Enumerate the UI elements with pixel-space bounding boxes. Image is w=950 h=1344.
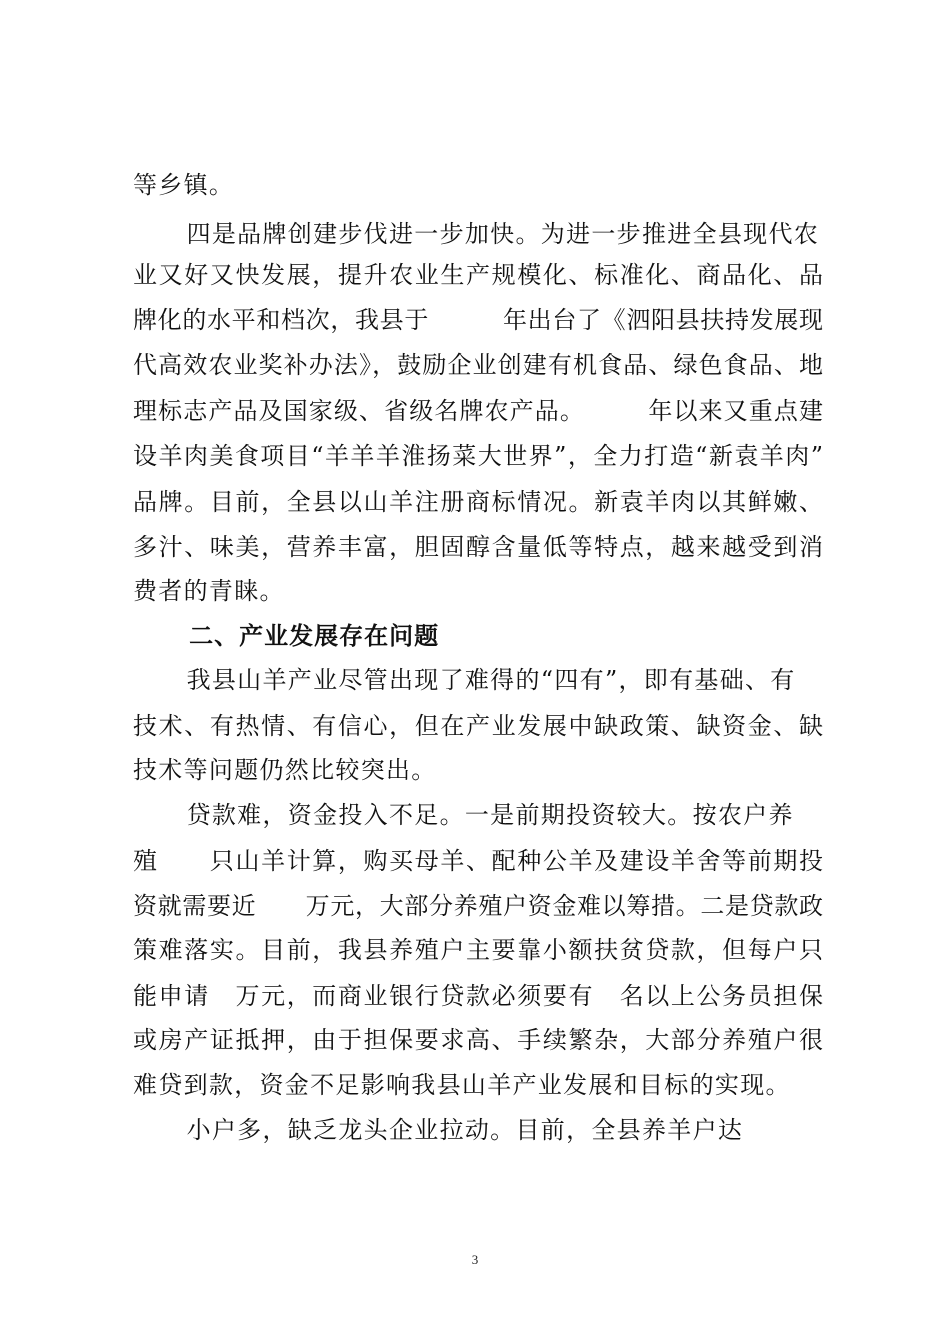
paragraph-loan-line-7: 难贷到款，资金不足影响我县山羊产业发展和目标的实现。 [133,1071,791,1099]
paragraph-loan-line-1: 贷款难，资金投入不足。一是前期投资较大。按农户养 [133,801,794,829]
paragraph-issues-line-1: 我县山羊产业尽管出现了难得的“四有”，即有基础、有 [133,666,796,694]
paragraph-brand-line-9: 费者的青睐。 [133,577,285,605]
paragraph-smallholder-line-1: 小户多，缺乏龙头企业拉动。目前，全县养羊户达 [133,1116,744,1144]
section-heading: 二、产业发展存在问题 [133,622,440,650]
paragraph-issues-line-3: 技术等问题仍然比较突出。 [133,756,437,784]
paragraph-brand-line-4: 代高效农业奖补办法》，鼓励企业创建有机食品、绿色食品、地 [133,351,823,379]
paragraph-loan-line-5: 能申请 万元，而商业银行贷款必须要有 名以上公务员担保 [133,982,823,1010]
paragraph-brand-line-1: 四是品牌创建步伐进一步加快。为进一步推进全县现代农 [133,220,820,248]
paragraph-loan-line-2: 殖 只山羊计算，购买母羊、配种公羊及建设羊舍等前期投 [133,847,823,875]
paragraph-brand-line-5: 理标志产品及国家级、省级名牌农产品。 年以来又重点建 [133,397,823,425]
paragraph-brand-line-6: 设羊肉美食项目“羊羊羊淮扬菜大世界”，全力打造“新袁羊肉” [133,442,823,470]
paragraph-loan-line-4: 策难落实。目前，我县养殖户主要靠小额扶贫贷款，但每户只 [133,936,823,964]
paragraph-brand-line-8: 多汁、味美，营养丰富，胆固醇含量低等特点，越来越受到消 [133,533,823,561]
text-line-1: 等乡镇。 [133,171,235,199]
paragraph-issues-line-2: 技术、有热情、有信心，但在产业发展中缺政策、缺资金、缺 [133,712,823,740]
paragraph-brand-line-2: 业又好又快发展，提升农业生产规模化、标准化、商品化、品 [133,261,823,289]
page-number: 3 [471,1252,479,1267]
paragraph-brand-line-3: 牌化的水平和档次，我县于 年出台了《泗阳县扶持发展现 [133,306,823,334]
paragraph-brand-line-7: 品牌。目前，全县以山羊注册商标情况。新袁羊肉以其鲜嫩、 [133,488,823,516]
paragraph-loan-line-3: 资就需要近 万元，大部分养殖户资金难以筹措。二是贷款政 [133,892,823,920]
paragraph-loan-line-6: 或房产证抵押，由于担保要求高、手续繁杂，大部分养殖户很 [133,1026,823,1054]
